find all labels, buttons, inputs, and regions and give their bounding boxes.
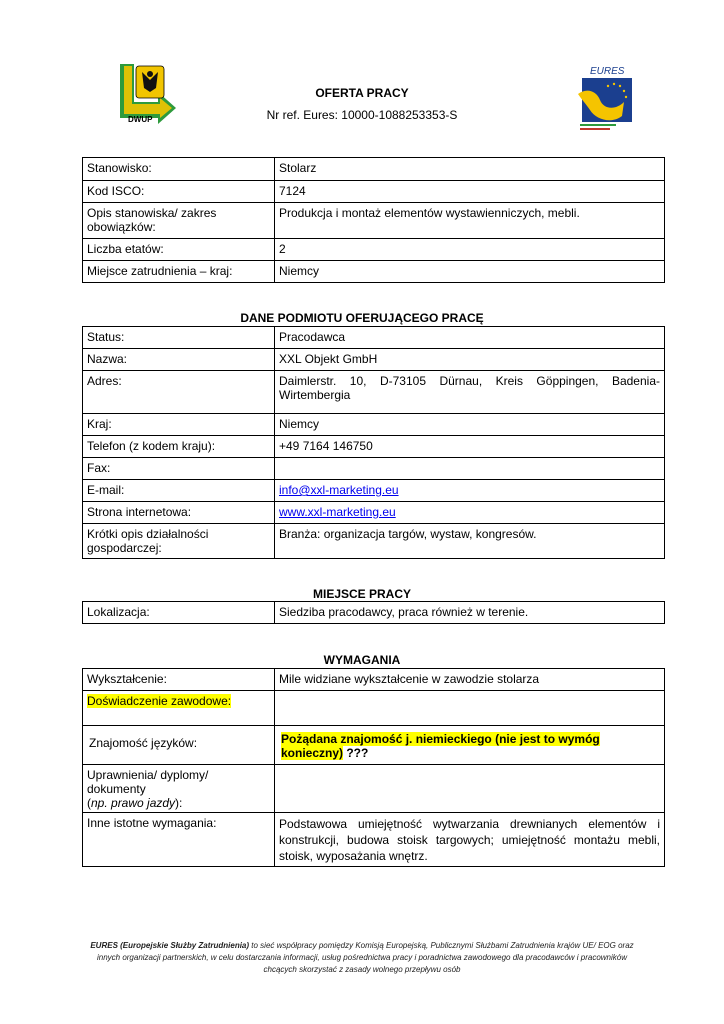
table-row [83, 524, 665, 559]
workplace-country-label: Miejsce zatrudnienia – kraj: [83, 261, 275, 283]
isco-value: 7124 [275, 181, 665, 203]
table-row [83, 261, 665, 283]
name-label: Nazwa: [83, 349, 275, 371]
workplace-table [82, 601, 665, 624]
location-label: Lokalizacja: [83, 602, 275, 624]
table-row [83, 502, 665, 524]
licenses-label [83, 765, 275, 813]
licenses-paren-open: ( [87, 796, 91, 810]
employer-section-title: DANE PODMIOTU OFERUJĄCEGO PRACĘ [240, 311, 484, 325]
licenses-label-main: Uprawnienia/ dyplomy/ dokumenty [87, 768, 209, 796]
table-row [83, 813, 665, 867]
footer-note [80, 940, 644, 976]
country-value: Niemcy [275, 414, 665, 436]
table-row [83, 414, 665, 436]
location-value: Siedziba pracodawcy, praca również w terenie. [275, 602, 665, 624]
phone-value: +49 7164 146750 [275, 436, 665, 458]
other-label: Inne istotne wymagania: [83, 813, 275, 867]
table-row [83, 602, 665, 624]
other-value: Podstawowa umiejętność wytwarzania drewnianych elementów i konstrukcji, budowa stoisk targowych; umiejętność montażu mebli, stoisk, wyposażania wnętrz. [275, 813, 665, 867]
country-label: Kraj: [83, 414, 275, 436]
workplace-section-title: MIEJSCE PRACY [312, 587, 412, 601]
table-row [83, 349, 665, 371]
experience-value [275, 691, 665, 726]
svg-text:EURES: EURES [590, 66, 625, 77]
email-link[interactable]: info@xxl-marketing.eu [279, 483, 399, 497]
table-row [83, 480, 665, 502]
isco-label: Kod ISCO: [83, 181, 275, 203]
education-value: Mile widziane wykształcenie w zawodzie stolarza [275, 669, 665, 691]
svg-text:DWUP: DWUP [128, 115, 153, 124]
fax-label: Fax: [83, 458, 275, 480]
address-value: Daimlerstr. 10, D-73105 Dürnau, Kreis Göppingen, Badenia-Wirtembergia [275, 371, 665, 414]
table-row [83, 436, 665, 458]
table-row [83, 765, 665, 813]
description-label: Opis stanowiska/ zakres obowiązków: [83, 203, 275, 239]
footer-lead: EURES (Europejskie Służby Zatrudnienia) [90, 941, 250, 950]
address-label: Adres: [83, 371, 275, 414]
name-value: XXL Objekt GmbH [275, 349, 665, 371]
email-cell [275, 480, 665, 502]
positions-count-label: Liczba etatów: [83, 239, 275, 261]
status-value: Pracodawca [275, 327, 665, 349]
footer-text: to sieć współpracy pomiędzy Komisją Europejską, Publicznymi Służbami Zatrudnienia krajów UE/ EOG oraz innych organizacji partnerskich, w celu dostarczania informacji, usług pośrednictwa pracy i poradnictwa zawodowego dla pracodawców i pracowników chcących skorzystać z zasady wolnego przepływu osób [96, 941, 634, 974]
languages-label: Znajomość języków: [83, 726, 275, 765]
licenses-label-example: np. prawo jazdy [91, 796, 176, 810]
table-row [83, 458, 665, 480]
table-row [83, 239, 665, 261]
activity-value: Branża: organizacja targów, wystaw, kongresów. [275, 524, 665, 559]
licenses-paren-close: ): [175, 796, 183, 810]
education-label: Wykształcenie: [83, 669, 275, 691]
website-label: Strona internetowa: [83, 502, 275, 524]
requirements-section-title: WYMAGANIA [323, 653, 401, 667]
position-label: Stanowisko: [83, 158, 275, 181]
table-row [83, 371, 665, 414]
status-label: Status: [83, 327, 275, 349]
table-row [83, 203, 665, 239]
licenses-value [275, 765, 665, 813]
table-row [83, 691, 665, 726]
languages-cell [275, 726, 665, 765]
table-row [83, 726, 665, 765]
job-table [82, 157, 665, 283]
email-label: E-mail: [83, 480, 275, 502]
reference-number: Nr ref. Eures: 10000-1088253353-S [266, 108, 458, 122]
position-value: Stolarz [275, 158, 665, 181]
description-value: Produkcja i montaż elementów wystawienniczych, mebli. [275, 203, 665, 239]
languages-value: Pożądana znajomość j. niemieckiego (nie jest to wymóg konieczny) [281, 732, 600, 760]
table-row [83, 669, 665, 691]
table-row [83, 327, 665, 349]
positions-count-value: 2 [275, 239, 665, 261]
table-row [83, 158, 665, 181]
experience-cell [83, 691, 275, 726]
fax-value [275, 458, 665, 480]
workplace-country-value: Niemcy [275, 261, 665, 283]
languages-suffix: ??? [343, 746, 369, 760]
employer-table [82, 326, 665, 559]
phone-label: Telefon (z kodem kraju): [83, 436, 275, 458]
table-row [83, 181, 665, 203]
experience-label: Doświadczenie zawodowe: [87, 694, 232, 708]
requirements-table [82, 668, 665, 867]
website-cell [275, 502, 665, 524]
website-link[interactable]: www.xxl-marketing.eu [279, 505, 396, 519]
page-title: OFERTA PRACY [315, 86, 409, 100]
activity-label: Krótki opis działalności gospodarczej: [83, 524, 275, 559]
